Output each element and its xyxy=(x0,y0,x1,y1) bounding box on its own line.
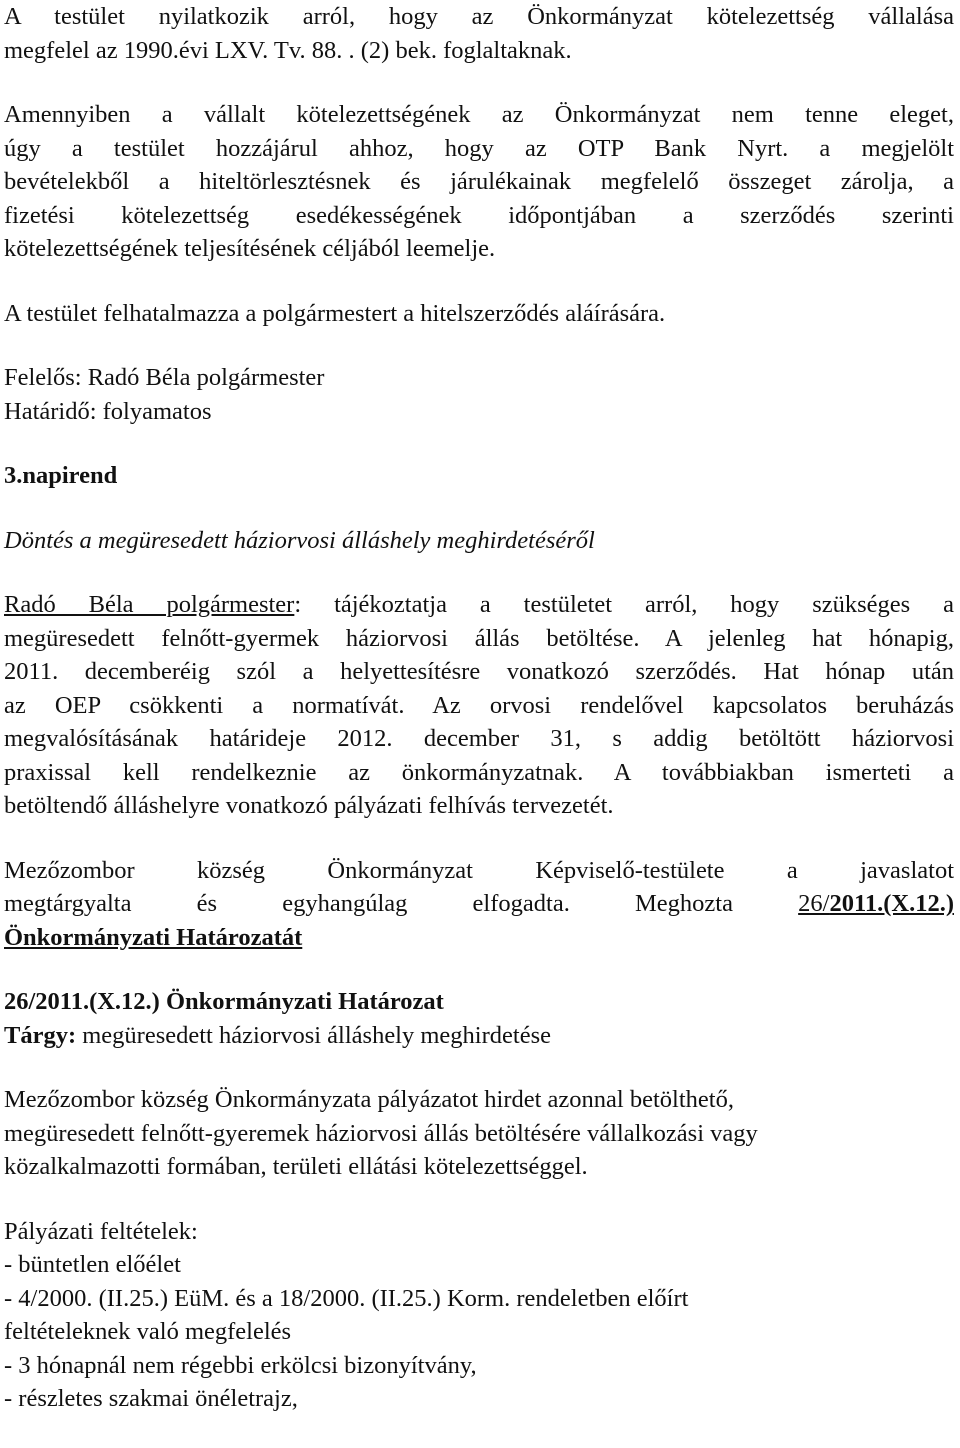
resolution-ref xyxy=(798,890,954,917)
text-line: Mezőzombor község Önkormányzata pályázatot hirdet azonnal betölthető, xyxy=(4,1086,734,1113)
responsibility-block xyxy=(4,361,954,428)
text-line: megfelel az 1990.évi LXV. Tv. 88. . (2) bek. foglaltaknak. xyxy=(4,36,572,64)
text-line: A testület felhatalmazza a polgármestert a hitelszerződés aláírására. xyxy=(4,299,666,327)
resolution-ref-number: 26/ xyxy=(798,890,830,917)
agenda-heading xyxy=(4,459,954,493)
resolution-label: Önkormányzati Határozat xyxy=(159,988,444,1015)
paragraph-decision xyxy=(4,854,954,955)
list-item: - részletes szakmai önéletrajz, xyxy=(4,1385,298,1412)
responsible-person: Felelős: Radó Béla polgármester xyxy=(4,364,325,391)
text-line: az OEP csökkenti a normatívát. Az orvosi rendelővel kapcsolatos beruházás xyxy=(4,691,954,719)
text-line xyxy=(4,588,954,622)
text-line: megvalósításának határideje 2012. december 31, s addig betöltött háziorvosi xyxy=(4,725,954,752)
list-item: - 4/2000. (II.25.) EüM. és a 18/2000. (II.25.) Korm. rendeletben előírt xyxy=(4,1284,689,1312)
text-line: kötelezettségének teljesítésének céljából leemelje. xyxy=(4,235,496,262)
resolution-header xyxy=(4,985,954,1052)
agenda-number: 3.napirend xyxy=(4,462,118,489)
text-line: megüresedett felnőtt-gyermek háziorvosi állás betöltése. A jelenleg hat hónapig, xyxy=(4,624,954,652)
decision-text: megtárgyalta és egyhangúlag elfogadta. Meghozta xyxy=(4,890,799,917)
text-line: Mezőzombor község Önkormányzat Képviselő-testülete a javaslatot xyxy=(4,856,954,884)
speaker-name: Radó Béla polgármester xyxy=(4,591,295,618)
resolution-ref-title: Önkormányzati Határozatát xyxy=(4,923,303,951)
text-line: praxissal kell rendelkeznie az önkormányzatnak. A továbbiakban ismerteti a xyxy=(4,758,954,786)
subject-text: megüresedett háziorvosi álláshely meghirdetése xyxy=(76,1021,551,1049)
paragraph-authorization xyxy=(4,297,954,331)
text-line: betöltendő álláshelyre vonatkozó pályázati felhívás tervezetét. xyxy=(4,792,614,819)
text-line: megüresedett felnőtt-gyeremek háziorvosi állás betöltésére vállalkozási vagy xyxy=(4,1119,758,1147)
deadline: Határidő: folyamatos xyxy=(4,397,212,425)
text-line xyxy=(4,887,954,921)
text-line: A testület nyilatkozik arról, hogy az Önkormányzat kötelezettség vállalása xyxy=(4,3,954,30)
resolution-number: 26/2011.(X.12.) xyxy=(4,988,160,1015)
conditions-block xyxy=(4,1215,954,1416)
text-line: fizetési kötelezettség esedékességének időpontjában a szerződés szerinti xyxy=(4,201,954,229)
agenda-subject: Döntés a megüresedett háziorvosi álláshely meghirdetéséről xyxy=(4,526,595,554)
text-line: Amennyiben a vállalt kötelezettségének az Önkormányzat nem tenne eleget, xyxy=(4,101,954,128)
agenda-subject-block xyxy=(4,524,954,558)
resolution-ref-date: 2011.(X.12.) xyxy=(829,890,954,917)
text-line: bevételekből a hiteltörlesztésnek és járulékainak megfelelő összeget zárolja, a xyxy=(4,168,954,195)
list-item: - 3 hónapnál nem régebbi erkölcsi bizonyítvány, xyxy=(4,1351,477,1379)
paragraph-mayor-report xyxy=(4,588,954,823)
text-line: közalkalmazotti formában, területi ellátási kötelezettséggel. xyxy=(4,1153,588,1180)
text-line: 2011. decemberéig szól a helyettesítésre vonatkozó szerződés. Hat hónap után xyxy=(4,658,954,685)
resolution-subject xyxy=(4,1019,954,1053)
text-line: úgy a testület hozzájárul ahhoz, hogy az OTP Bank Nyrt. a megjelölt xyxy=(4,134,954,162)
conditions-heading: Pályázati feltételek: xyxy=(4,1217,198,1245)
resolution-title xyxy=(4,985,954,1019)
subject-label: Tárgy: xyxy=(4,1021,77,1049)
paragraph-announcement xyxy=(4,1083,954,1184)
paragraph-otp-bank xyxy=(4,98,954,266)
speaker-text: : tájékoztatja a testületet arról, hogy szükséges a xyxy=(294,591,954,618)
paragraph-commitment xyxy=(4,0,954,67)
list-item: - büntetlen előélet xyxy=(4,1251,181,1278)
list-item: feltételeknek való megfelelés xyxy=(4,1318,292,1345)
